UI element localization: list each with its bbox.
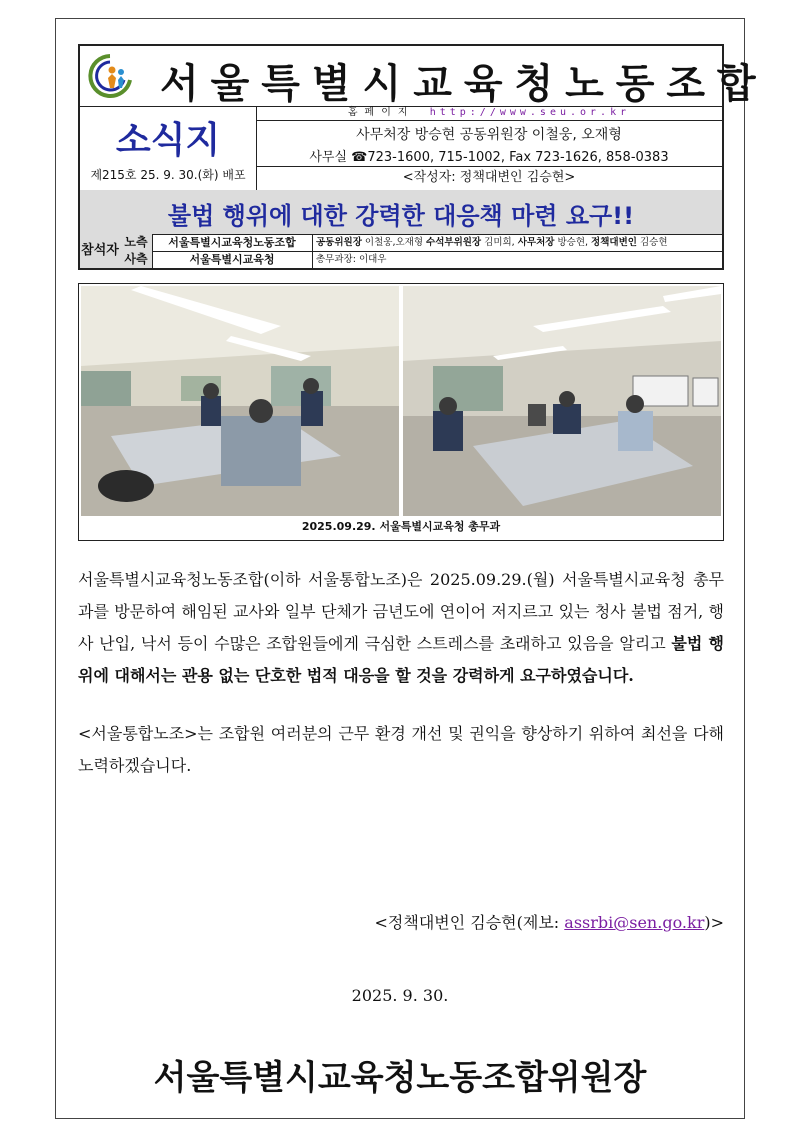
meeting-photo-1 [81,286,399,516]
attendees-table [80,234,722,268]
signature: 서울특별시교육청노동조합위원장 [153,1058,647,1098]
officers-line: 사무처장 방승현 공동위원장 이철웅, 오재형 [356,127,622,143]
labor-org: 서울특별시교육청노동조합 [152,234,313,251]
headline: 불법 행위에 대한 강력한 대응책 마련 요구!! [167,202,635,230]
attendee-role: 수석부위원장 [426,237,482,248]
attendee-names: 방승현 [557,237,585,248]
attendees-label: 참석자 [80,234,121,268]
attendee-role: 정책대변인 [591,237,637,248]
masthead-left [80,106,257,191]
newsletter-header [78,44,768,270]
attendee-names: 이대우 [358,254,387,265]
management-people: 총무과장: 이대우 [316,254,387,265]
attendee-names: 김미희 [484,237,512,248]
labor-side-label: 노측 [120,234,153,251]
attendees-labor-row [120,234,722,252]
homepage-link[interactable]: http://www.seu.or.kr [429,107,631,118]
management-org: 서울특별시교육청 [152,251,313,268]
meeting-photo-2 [403,286,721,516]
union-logo-icon [84,50,136,102]
signoff-prefix: <정책대변인 김승현(제보: [374,913,565,932]
attendee-role: 사무처장 [517,237,555,248]
article-body [78,564,724,782]
union-title: 서울특별시교육청노동조합 [160,61,768,107]
homepage-row [256,106,722,121]
report-email-link[interactable]: assrbi@sen.go.kr [564,913,705,932]
labor-people: 공동위원장 이철웅,오재형 수석부위원장 김미희, 사무처장 방승현, 정책대변인 김승현 [316,237,668,248]
paragraph-gap [78,692,724,718]
signoff-suffix: )> [704,913,724,932]
attendee-names: 김승현 [639,237,668,248]
masthead-right [256,106,722,191]
newsletter-title: 소식지 [115,120,221,161]
body-paragraph-1-text: 서울특별시교육청노동조합(이하 서울통합노조)은 2025.09.29.(월) 서울특별시교육청 총무과를 방문하여 해임된 교사와 일부 단체가 금년도에 연이어 저지르고 있는 청사 불법 점거, 행사 난입, 낙서 등이 수많은 조합원들에게 극심한 스트레스를 초래하고 있음을 알리고 [78,570,724,653]
contacts-line: 사무실 ☎723-1600, 715-1002, Fax 723-1626, 858-0383 [309,150,669,165]
author-line: <작성자: 정책대변인 김승현> [256,166,722,191]
issue-info: 제215호 25. 9. 30.(화) 배포 [90,168,246,182]
photo-caption: 2025.09.29. 서울특별시교육청 총무과 [301,520,501,533]
management-side-label: 사측 [120,251,153,268]
attendees-management-row [120,251,722,268]
signoff [78,910,724,933]
body-paragraph-1-emphasis: 불법 행위에 대해서는 관용 없는 단호한 법적 대응을 할 것을 강력하게 요구하였습니다. [78,634,724,685]
headline-row [80,190,722,235]
body-paragraph-1 [78,564,724,692]
title-row [80,46,768,107]
body-paragraph-2: <서울통합노조>는 조합원 여러분의 근무 환경 개선 및 권익을 향상하기 위하여 최선을 다해 노력하겠습니다. [78,724,724,775]
attendee-role: 공동위원장 [316,237,362,248]
homepage-label: 홈페이지 [347,107,415,118]
attendee-role: 총무과장 [316,254,353,265]
attendee-names: 이철웅,오재형 [364,237,424,248]
issue-date: 2025. 9. 30. [351,986,449,1005]
photo-box [78,283,724,541]
